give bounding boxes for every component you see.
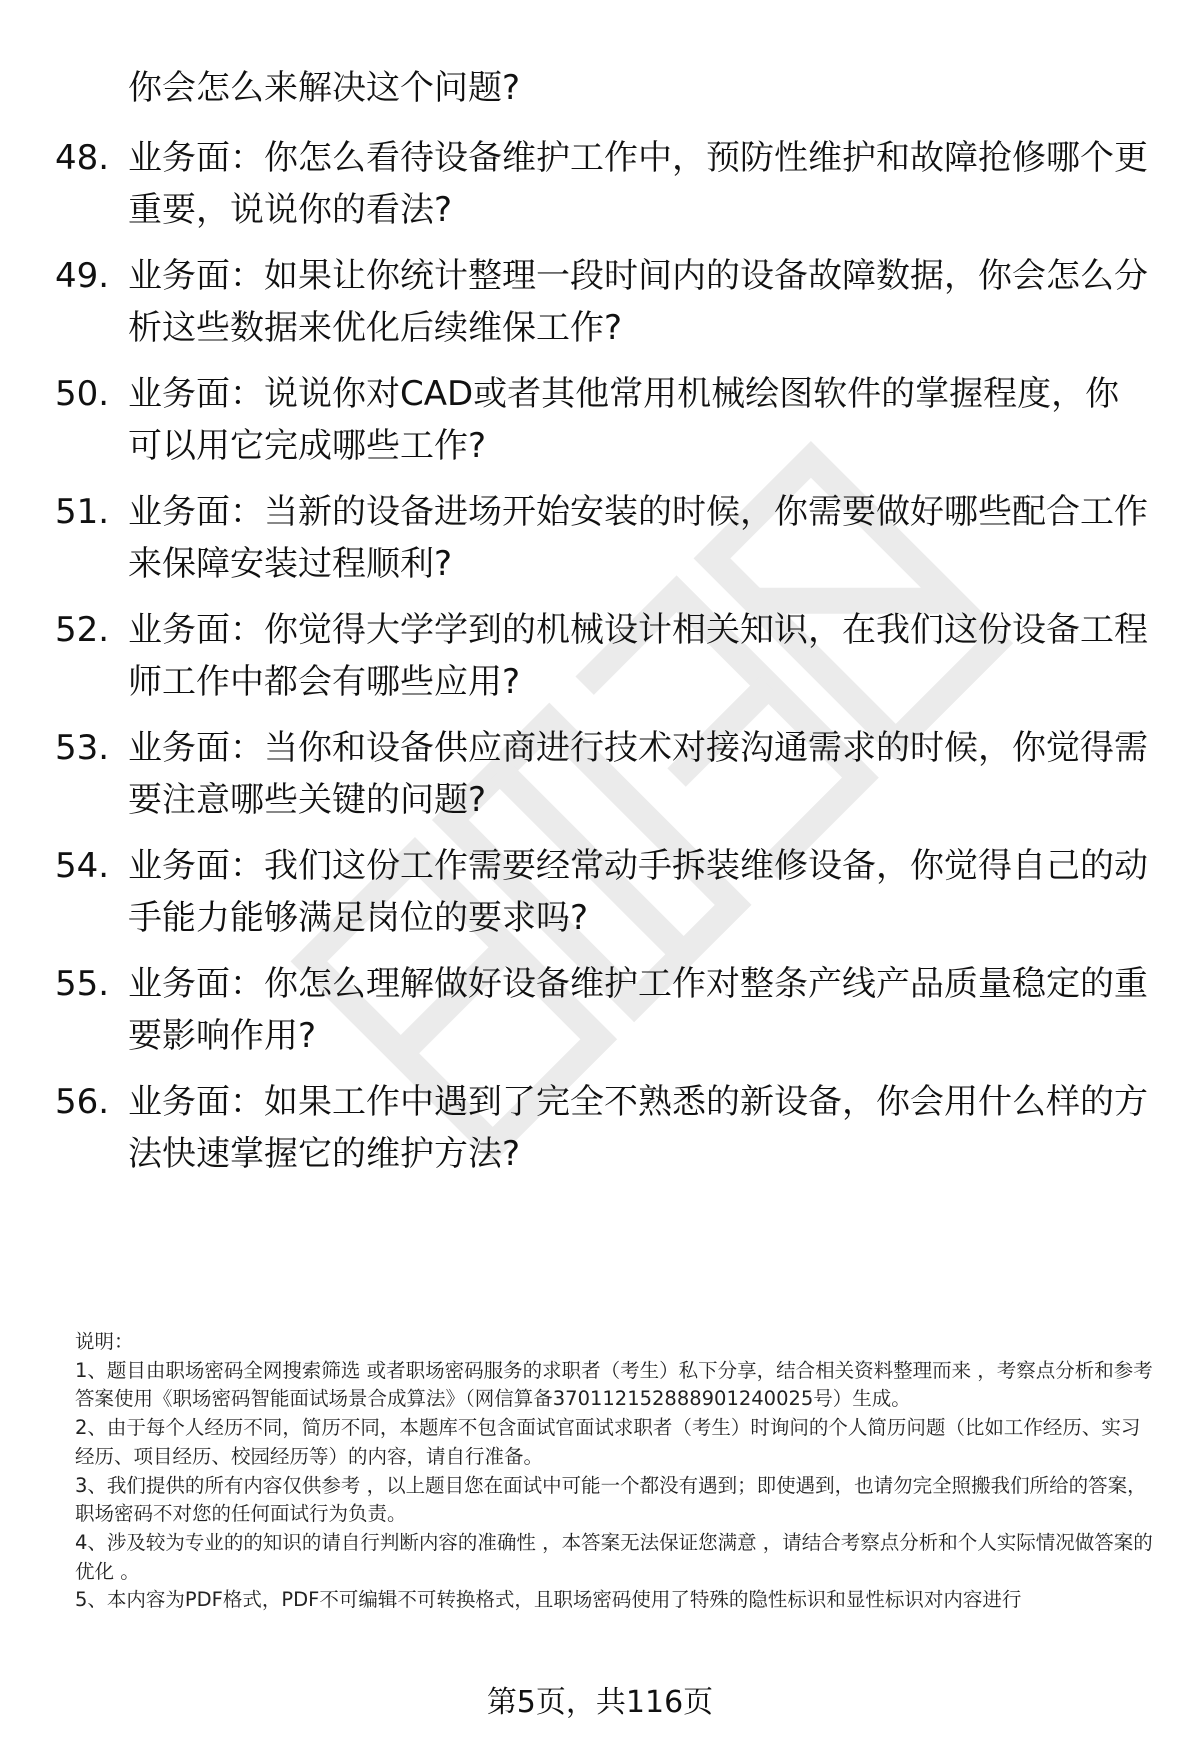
page-number: 第5页，共116页: [486, 1685, 714, 1720]
question-number: 48.: [55, 138, 110, 178]
question-number: 56.: [55, 1082, 110, 1122]
note-item: 2、由于每个人经历不同，简历不同，本题库不包含面试官面试求职者（考生）时询问的个人简历问题（比如工作经历、实习经历、项目经历、校园经历等）的内容，请自行准备。: [75, 1416, 1141, 1468]
question-number: 53.: [55, 728, 110, 768]
notes-heading: 说明：: [75, 1330, 134, 1353]
continued-question-text: 你会怎么来解决这个问题?: [128, 68, 521, 108]
question-text: 业务面：说说你对CAD或者其他常用机械绘图软件的掌握程度，你可以用它完成哪些工作?: [128, 374, 1120, 466]
question-text: 业务面：你怎么理解做好设备维护工作对整条产线产品质量稳定的重要影响作用?: [128, 964, 1148, 1056]
question-number: 54.: [55, 846, 110, 886]
question-text: 业务面：你怎么看待设备维护工作中，预防性维护和故障抢修哪个更重要，说说你的看法?: [128, 138, 1148, 230]
note-item: 5、本内容为PDF格式，PDF不可编辑不可转换格式，且职场密码使用了特殊的隐性标识和显性标识对内容进行: [75, 1588, 1022, 1612]
question-number: 50.: [55, 374, 110, 414]
disclaimer-notes: [75, 1328, 1155, 1615]
question-text: 业务面：如果让你统计整理一段时间内的设备故障数据，你会怎么分析这些数据来优化后续维保工作?: [128, 256, 1148, 348]
question-text: 业务面：当你和设备供应商进行技术对接沟通需求的时候，你觉得需要注意哪些关键的问题?: [128, 728, 1148, 820]
question-number: 55.: [55, 964, 110, 1004]
question-number: 49.: [55, 256, 110, 296]
question-number: 52.: [55, 610, 110, 650]
note-item: 1、题目由职场密码全网搜索筛选 或者职场密码服务的求职者（考生）私下分享，结合相关资料整理而来 ，考察点分析和参考答案使用《职场密码智能面试场景合成算法》（网信算备370112152888901240025号）生成。: [75, 1358, 1153, 1411]
question-text: 业务面：如果工作中遇到了完全不熟悉的新设备，你会用什么样的方法快速掌握它的维护方法?: [128, 1082, 1148, 1174]
note-item: 3、我们提供的所有内容仅供参考 ，以上题目您在面试中可能一个都没有遇到；即使遇到，也请勿完全照搬我们所给的答案，职场密码不对您的任何面试行为负责。: [75, 1473, 1147, 1526]
question-text: 业务面：当新的设备进场开始安装的时候，你需要做好哪些配合工作来保障安装过程顺利?: [128, 492, 1148, 584]
note-item: 4、涉及较为专业的的知识的请自行判断内容的准确性 ，本答案无法保证您满意 ，请结合考察点分析和个人实际情况做答案的优化 。: [75, 1530, 1153, 1583]
question-number: 51.: [55, 492, 110, 532]
question-text: 业务面：我们这份工作需要经常动手拆装维修设备，你觉得自己的动手能力能够满足岗位的要求吗?: [128, 846, 1148, 938]
question-text: 业务面：你觉得大学学到的机械设计相关知识，在我们这份设备工程师工作中都会有哪些应用?: [128, 610, 1148, 702]
